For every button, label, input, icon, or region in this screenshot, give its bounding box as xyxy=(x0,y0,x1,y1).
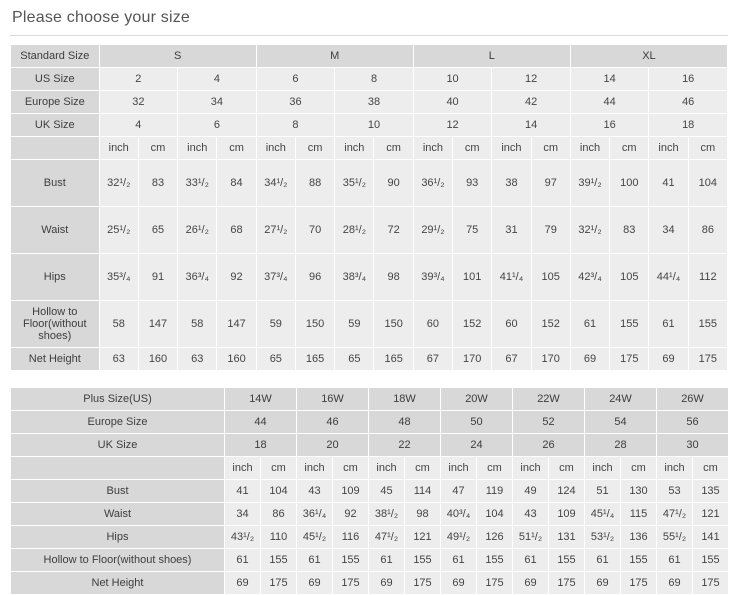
row-label-waist: Waist xyxy=(11,503,225,526)
cell: 155 xyxy=(688,301,727,348)
cell: 61 xyxy=(657,549,693,572)
cell: 135 xyxy=(693,480,729,503)
cell: 147 xyxy=(217,301,256,348)
table-row xyxy=(11,45,728,68)
cell: 61 xyxy=(585,549,621,572)
plus-size-18w: 18W xyxy=(369,388,441,411)
cell: 40³/₄ xyxy=(441,503,477,526)
cell: 69 xyxy=(297,572,333,595)
cell: 155 xyxy=(333,549,369,572)
table-row xyxy=(11,114,728,137)
cell: 49 xyxy=(513,480,549,503)
cell: 92 xyxy=(333,503,369,526)
plus-size-22w: 22W xyxy=(513,388,585,411)
cell: 45¹/₂ xyxy=(297,526,333,549)
row-label-net-height: Net Height xyxy=(11,348,100,371)
cell: 93 xyxy=(453,160,492,207)
table-row xyxy=(11,254,728,301)
cell: 110 xyxy=(261,526,297,549)
cell: 45 xyxy=(369,480,405,503)
row-label-bust: Bust xyxy=(11,480,225,503)
cell: 61 xyxy=(297,549,333,572)
cell: 69 xyxy=(585,572,621,595)
cell: 90 xyxy=(374,160,413,207)
cell: 44 xyxy=(570,91,649,114)
cell: 14 xyxy=(570,68,649,91)
unit-cell: inch xyxy=(225,457,261,480)
cell: 28 xyxy=(585,434,657,457)
row-label-europe-size: Europe Size xyxy=(11,411,225,434)
cell: 47 xyxy=(441,480,477,503)
unit-cell: inch xyxy=(99,137,138,160)
cell: 175 xyxy=(621,572,657,595)
title-divider xyxy=(10,35,728,36)
cell: 47¹/₂ xyxy=(369,526,405,549)
cell: 61 xyxy=(441,549,477,572)
cell: 44¹/₄ xyxy=(649,254,688,301)
cell: 150 xyxy=(295,301,334,348)
cell: 38³/₄ xyxy=(335,254,374,301)
cell: 36¹/₂ xyxy=(413,160,452,207)
cell: 119 xyxy=(477,480,513,503)
table-row xyxy=(11,411,729,434)
unit-cell: cm xyxy=(295,137,334,160)
cell: 25¹/₂ xyxy=(99,207,138,254)
cell: 55¹/₂ xyxy=(657,526,693,549)
unit-cell: inch xyxy=(649,137,688,160)
cell: 121 xyxy=(405,526,441,549)
unit-cell: inch xyxy=(585,457,621,480)
cell: 105 xyxy=(531,254,570,301)
cell: 175 xyxy=(261,572,297,595)
cell: 42 xyxy=(492,91,571,114)
cell: 155 xyxy=(261,549,297,572)
unit-cell: cm xyxy=(531,137,570,160)
table-row xyxy=(11,526,729,549)
cell: 30 xyxy=(657,434,729,457)
cell: 115 xyxy=(621,503,657,526)
cell: 86 xyxy=(261,503,297,526)
cell: 59 xyxy=(335,301,374,348)
unit-cell: inch xyxy=(413,137,452,160)
cell: 8 xyxy=(335,68,414,91)
table-row xyxy=(11,207,728,254)
table-row xyxy=(11,503,729,526)
cell: 35³/₄ xyxy=(99,254,138,301)
cell: 16 xyxy=(570,114,649,137)
plus-size-20w: 20W xyxy=(441,388,513,411)
plus-size-24w: 24W xyxy=(585,388,657,411)
cell: 175 xyxy=(333,572,369,595)
table-row xyxy=(11,301,728,348)
cell: 4 xyxy=(178,68,257,91)
cell: 61 xyxy=(225,549,261,572)
cell: 98 xyxy=(374,254,413,301)
cell: 20 xyxy=(297,434,369,457)
cell: 34 xyxy=(649,207,688,254)
cell: 35¹/₂ xyxy=(335,160,374,207)
cell: 61 xyxy=(513,549,549,572)
cell: 131 xyxy=(549,526,585,549)
cell: 175 xyxy=(688,348,727,371)
size-group-l: L xyxy=(413,45,570,68)
row-label-hips: Hips xyxy=(11,254,100,301)
cell: 58 xyxy=(99,301,138,348)
cell: 79 xyxy=(531,207,570,254)
cell: 69 xyxy=(649,348,688,371)
cell: 69 xyxy=(225,572,261,595)
unit-cell: inch xyxy=(335,137,374,160)
cell: 69 xyxy=(657,572,693,595)
cell: 42³/₄ xyxy=(570,254,609,301)
row-label-units xyxy=(11,137,100,160)
row-label-bust: Bust xyxy=(11,160,100,207)
cell: 48 xyxy=(369,411,441,434)
cell: 65 xyxy=(256,348,295,371)
table-row xyxy=(11,480,729,503)
cell: 155 xyxy=(621,549,657,572)
cell: 4 xyxy=(99,114,178,137)
cell: 175 xyxy=(405,572,441,595)
cell: 18 xyxy=(225,434,297,457)
cell: 24 xyxy=(441,434,513,457)
unit-cell: inch xyxy=(256,137,295,160)
cell: 150 xyxy=(374,301,413,348)
cell: 6 xyxy=(178,114,257,137)
row-label-standard-size: Standard Size xyxy=(11,45,100,68)
plus-size-26w: 26W xyxy=(657,388,729,411)
cell: 26 xyxy=(513,434,585,457)
cell: 101 xyxy=(453,254,492,301)
cell: 69 xyxy=(369,572,405,595)
cell: 96 xyxy=(295,254,334,301)
plus-size-table xyxy=(10,387,729,595)
plus-size-14w: 14W xyxy=(225,388,297,411)
cell: 41 xyxy=(649,160,688,207)
cell: 65 xyxy=(138,207,177,254)
cell: 175 xyxy=(610,348,649,371)
cell: 69 xyxy=(570,348,609,371)
cell: 39³/₄ xyxy=(413,254,452,301)
cell: 41¹/₄ xyxy=(492,254,531,301)
unit-cell: cm xyxy=(138,137,177,160)
cell: 38 xyxy=(335,91,414,114)
size-group-s: S xyxy=(99,45,256,68)
cell: 116 xyxy=(333,526,369,549)
row-label-waist: Waist xyxy=(11,207,100,254)
cell: 152 xyxy=(531,301,570,348)
cell: 112 xyxy=(688,254,727,301)
row-label-net-height: Net Height xyxy=(11,572,225,595)
cell: 32¹/₂ xyxy=(570,207,609,254)
cell: 124 xyxy=(549,480,585,503)
unit-cell: cm xyxy=(217,137,256,160)
cell: 170 xyxy=(531,348,570,371)
cell: 86 xyxy=(688,207,727,254)
table-row xyxy=(11,457,729,480)
cell: 10 xyxy=(335,114,414,137)
unit-cell: cm xyxy=(261,457,297,480)
cell: 53 xyxy=(657,480,693,503)
cell: 65 xyxy=(335,348,374,371)
cell: 12 xyxy=(413,114,492,137)
cell: 43 xyxy=(513,503,549,526)
row-label-us-size: US Size xyxy=(11,68,100,91)
cell: 126 xyxy=(477,526,513,549)
cell: 10 xyxy=(413,68,492,91)
cell: 51 xyxy=(585,480,621,503)
cell: 121 xyxy=(693,503,729,526)
cell: 69 xyxy=(441,572,477,595)
table-row xyxy=(11,348,728,371)
unit-cell: cm xyxy=(693,457,729,480)
cell: 109 xyxy=(333,480,369,503)
cell: 40 xyxy=(413,91,492,114)
row-label-hollow-to-floor: Hollow to Floor(without shoes) xyxy=(11,301,100,348)
unit-cell: inch xyxy=(513,457,549,480)
cell: 97 xyxy=(531,160,570,207)
cell: 38 xyxy=(492,160,531,207)
cell: 155 xyxy=(693,549,729,572)
cell: 32 xyxy=(99,91,178,114)
cell: 6 xyxy=(256,68,335,91)
cell: 83 xyxy=(138,160,177,207)
cell: 155 xyxy=(610,301,649,348)
unit-cell: inch xyxy=(369,457,405,480)
row-label-uk-size: UK Size xyxy=(11,114,100,137)
cell: 165 xyxy=(374,348,413,371)
cell: 175 xyxy=(549,572,585,595)
table-row xyxy=(11,68,728,91)
cell: 51¹/₂ xyxy=(513,526,549,549)
cell: 61 xyxy=(369,549,405,572)
cell: 114 xyxy=(405,480,441,503)
cell: 100 xyxy=(610,160,649,207)
cell: 32¹/₂ xyxy=(99,160,138,207)
table-row xyxy=(11,91,728,114)
cell: 16 xyxy=(649,68,728,91)
cell: 147 xyxy=(138,301,177,348)
row-label-hollow-to-floor: Hollow to Floor(without shoes) xyxy=(11,549,225,572)
cell: 44 xyxy=(225,411,297,434)
cell: 43 xyxy=(297,480,333,503)
cell: 12 xyxy=(492,68,571,91)
cell: 136 xyxy=(621,526,657,549)
cell: 46 xyxy=(297,411,369,434)
cell: 60 xyxy=(492,301,531,348)
cell: 67 xyxy=(492,348,531,371)
cell: 91 xyxy=(138,254,177,301)
unit-cell: inch xyxy=(657,457,693,480)
cell: 28¹/₂ xyxy=(335,207,374,254)
cell: 52 xyxy=(513,411,585,434)
unit-cell: inch xyxy=(297,457,333,480)
unit-cell: inch xyxy=(570,137,609,160)
row-label-plus-size: Plus Size(US) xyxy=(11,388,225,411)
cell: 63 xyxy=(99,348,138,371)
cell: 50 xyxy=(441,411,513,434)
cell: 104 xyxy=(477,503,513,526)
cell: 34 xyxy=(225,503,261,526)
cell: 69 xyxy=(513,572,549,595)
cell: 155 xyxy=(405,549,441,572)
plus-size-16w: 16W xyxy=(297,388,369,411)
cell: 58 xyxy=(178,301,217,348)
cell: 165 xyxy=(295,348,334,371)
cell: 36¹/₄ xyxy=(297,503,333,526)
cell: 38¹/₂ xyxy=(369,503,405,526)
cell: 109 xyxy=(549,503,585,526)
cell: 36 xyxy=(256,91,335,114)
unit-cell: cm xyxy=(610,137,649,160)
cell: 60 xyxy=(413,301,452,348)
cell: 170 xyxy=(453,348,492,371)
unit-cell: cm xyxy=(405,457,441,480)
cell: 39¹/₂ xyxy=(570,160,609,207)
page-title: Please choose your size xyxy=(12,9,191,26)
cell: 160 xyxy=(138,348,177,371)
row-label-hips: Hips xyxy=(11,526,225,549)
table-row xyxy=(11,549,729,572)
size-group-m: M xyxy=(256,45,413,68)
cell: 75 xyxy=(453,207,492,254)
cell: 72 xyxy=(374,207,413,254)
cell: 18 xyxy=(649,114,728,137)
unit-cell: cm xyxy=(374,137,413,160)
cell: 155 xyxy=(549,549,585,572)
cell: 53¹/₂ xyxy=(585,526,621,549)
cell: 2 xyxy=(99,68,178,91)
cell: 59 xyxy=(256,301,295,348)
cell: 83 xyxy=(610,207,649,254)
cell: 61 xyxy=(649,301,688,348)
unit-cell: inch xyxy=(178,137,217,160)
cell: 152 xyxy=(453,301,492,348)
cell: 34 xyxy=(178,91,257,114)
table-row xyxy=(11,388,729,411)
unit-cell: inch xyxy=(441,457,477,480)
unit-cell: cm xyxy=(621,457,657,480)
unit-cell: cm xyxy=(549,457,585,480)
cell: 70 xyxy=(295,207,334,254)
cell: 14 xyxy=(492,114,571,137)
cell: 41 xyxy=(225,480,261,503)
cell: 46 xyxy=(649,91,728,114)
cell: 67 xyxy=(413,348,452,371)
unit-cell: cm xyxy=(477,457,513,480)
standard-size-table xyxy=(10,44,728,371)
cell: 105 xyxy=(610,254,649,301)
cell: 155 xyxy=(477,549,513,572)
cell: 43¹/₂ xyxy=(225,526,261,549)
cell: 29¹/₂ xyxy=(413,207,452,254)
cell: 141 xyxy=(693,526,729,549)
cell: 98 xyxy=(405,503,441,526)
cell: 63 xyxy=(178,348,217,371)
cell: 49¹/₂ xyxy=(441,526,477,549)
table-row xyxy=(11,160,728,207)
cell: 27¹/₂ xyxy=(256,207,295,254)
cell: 68 xyxy=(217,207,256,254)
cell: 104 xyxy=(261,480,297,503)
unit-cell: cm xyxy=(453,137,492,160)
cell: 54 xyxy=(585,411,657,434)
unit-cell: inch xyxy=(492,137,531,160)
cell: 84 xyxy=(217,160,256,207)
cell: 22 xyxy=(369,434,441,457)
cell: 47¹/₂ xyxy=(657,503,693,526)
cell: 88 xyxy=(295,160,334,207)
cell: 130 xyxy=(621,480,657,503)
cell: 61 xyxy=(570,301,609,348)
cell: 34¹/₂ xyxy=(256,160,295,207)
cell: 56 xyxy=(657,411,729,434)
table-row xyxy=(11,572,729,595)
cell: 45¹/₄ xyxy=(585,503,621,526)
cell: 36³/₄ xyxy=(178,254,217,301)
cell: 175 xyxy=(693,572,729,595)
row-label-units xyxy=(11,457,225,480)
size-group-xl: XL xyxy=(570,45,727,68)
cell: 92 xyxy=(217,254,256,301)
cell: 31 xyxy=(492,207,531,254)
unit-cell: cm xyxy=(333,457,369,480)
cell: 175 xyxy=(477,572,513,595)
unit-cell: cm xyxy=(688,137,727,160)
row-label-uk-size: UK Size xyxy=(11,434,225,457)
cell: 37³/₄ xyxy=(256,254,295,301)
cell: 160 xyxy=(217,348,256,371)
row-label-europe-size: Europe Size xyxy=(11,91,100,114)
table-row xyxy=(11,434,729,457)
cell: 104 xyxy=(688,160,727,207)
cell: 8 xyxy=(256,114,335,137)
cell: 26¹/₂ xyxy=(178,207,217,254)
cell: 33¹/₂ xyxy=(178,160,217,207)
table-row xyxy=(11,137,728,160)
